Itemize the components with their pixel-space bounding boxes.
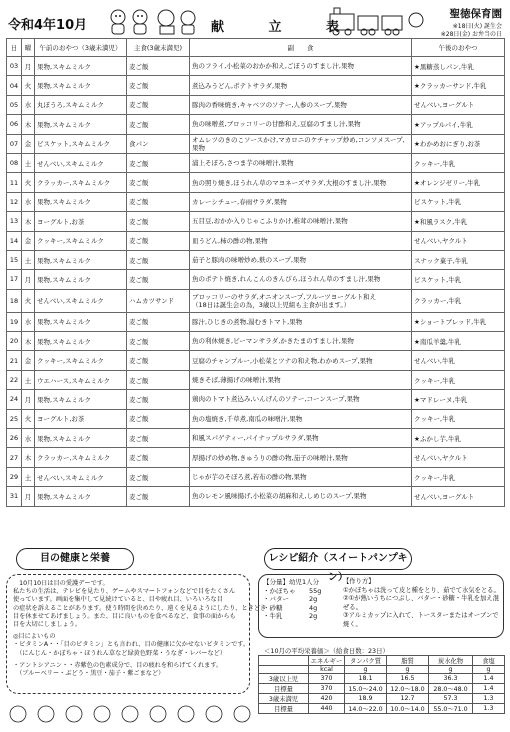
nutrition-cell: 10.0～14.0 (387, 704, 429, 714)
menu-table (6, 38, 505, 507)
side-dish-cell: 茄子と豚肉の味噌炒め,麩のスープ,果物 (190, 250, 412, 269)
day-cell: 18 (7, 289, 22, 312)
side-dish-cell: 皿うどん,柿の酢の物,果物 (190, 231, 412, 250)
recipe-step: ①かぼちゃは洗って皮と種をとり、茹でて水気をとる。 (343, 586, 500, 594)
nutrition-cell: 28.0～48.0 (429, 684, 473, 694)
menu-row (7, 173, 505, 192)
am-snack-cell: 果物,スキムミルク (35, 429, 127, 448)
am-snack-cell: クラッカー,スキムミルク (35, 173, 127, 192)
weekday-cell: 土 (22, 467, 35, 486)
day-cell: 29 (7, 467, 22, 486)
pm-snack-cell: スナック菓子,牛乳 (412, 250, 505, 269)
pm-snack-cell: ★マドレーヌ,牛乳 (412, 390, 505, 409)
staple-cell: 麦ご飯 (127, 390, 190, 409)
staple-cell: 麦ご飯 (127, 487, 190, 506)
nutrition-cell: 16.5 (387, 674, 429, 684)
side-dish-cell: 魚のレモン風味揚げ,小松菜の胡麻和え,しめじのスープ,果物 (190, 487, 412, 506)
weekday-cell: 水 (22, 192, 35, 211)
nutrition-cell: 炭水化物 (429, 656, 473, 666)
side-dish-cell: 魚の照り焼き,ほうれん草のマヨネーズサラダ,大根のすまし汁,果物 (190, 173, 412, 192)
nutrition-cell (259, 656, 309, 666)
pm-snack-cell: クッキー,牛乳 (412, 153, 505, 172)
nutrition-caption: ＜10月の平均栄養価＞（給食日数：23日） (264, 647, 389, 655)
weekday-cell: 火 (22, 289, 35, 312)
day-cell: 17 (7, 270, 22, 289)
nutrition-cell: 440 (309, 704, 345, 714)
staple-cell: 麦ご飯 (127, 173, 190, 192)
menu-row (7, 57, 505, 76)
side-dish-cell: 魚のフライ,小松菜のおかか和え,ごぼうのすまし汁,果物 (190, 57, 412, 76)
staple-cell: 麦ご飯 (127, 115, 190, 134)
ingredient-item (263, 604, 343, 613)
weekday-cell: 金 (22, 351, 35, 370)
side-dish-cell: 鶏肉のトマト煮込み,いんげんのソテー,コーンスープ,果物 (190, 390, 412, 409)
am-snack-cell: 果物,スキムミルク (35, 115, 127, 134)
eye-text-line: 私たちの生活は、テレビを見たり、ゲームやスマートフォンなどで目をたくさん (13, 588, 236, 596)
menu-row (7, 212, 505, 231)
eye-text-line: 使っています。画面を集中して見続けていると、目や疲れ目、いろいろな目 (13, 596, 223, 604)
school-name: 聖徳保育園 (449, 8, 502, 20)
side-dish-cell: 魚の利休焼き,ピーマンサラダ,かきたまのすまし汁,果物 (190, 332, 412, 351)
side-dish-cell: 厚揚げの炒め物,きゅうりの酢の物,茄子の味噌汁,果物 (190, 448, 412, 467)
staple-cell: 麦ご飯 (127, 409, 190, 428)
menu-row (7, 448, 505, 467)
weekday-cell: 月 (22, 270, 35, 289)
day-cell: 15 (7, 250, 22, 269)
ingredient-name: ・かぼちゃ (263, 586, 296, 595)
staple-cell: 食パン (127, 134, 190, 153)
kids-illustration (106, 6, 201, 36)
nutrition-cell: g (345, 666, 387, 674)
menu-row (7, 351, 505, 370)
staple-cell: 麦ご飯 (127, 95, 190, 114)
recipe-heading: レシピ紹介（スイートパンプキン） (264, 548, 412, 570)
menu-row (7, 487, 505, 506)
pm-snack-cell: クッキー,牛乳 (412, 467, 505, 486)
col-weekday: 曜 (22, 39, 35, 57)
pm-snack-cell: ビスケット,牛乳 (412, 270, 505, 289)
day-cell: 11 (7, 173, 22, 192)
bento-note: ※28日(金) お弁当の日 (440, 31, 502, 38)
menu-row (7, 231, 505, 250)
weekday-cell: 木 (22, 115, 35, 134)
footer-animals-illustration (6, 700, 504, 728)
am-snack-cell: 果物,スキムミルク (35, 76, 127, 95)
nutrition-cell: エネルギー (309, 656, 345, 666)
weekday-cell: 金 (22, 231, 35, 250)
day-cell: 05 (7, 95, 22, 114)
nutrition-cell: g (387, 666, 429, 674)
side-dish-cell: 浦上そぼろ,さつま芋の味噌汁,果物 (190, 153, 412, 172)
nutrition-cell: 14.0～22.0 (345, 704, 387, 714)
nutrition-cell (259, 666, 309, 674)
ingredient-item (263, 595, 343, 604)
side-dish-cell: オムレツのきのこソースかけ,マカロニのケチャップ炒め,コンソメスープ,果物 (190, 134, 412, 153)
day-cell: 13 (7, 212, 22, 231)
ingredient-name: ・バター (263, 595, 289, 603)
side-dish-cell: 豆腐のチャンプルー,小松菜とツナの和え物,わかめスープ,果物 (190, 351, 412, 370)
side-dish-cell: じゃが芋のそぼろ煮,若布の酢の物,果物 (190, 467, 412, 486)
nutrition-cell: タンパク質 (345, 656, 387, 666)
train-illustration (326, 6, 426, 36)
col-side-dish: 副 食 (190, 39, 412, 57)
am-snack-cell: 果物,スキムミルク (35, 250, 127, 269)
day-cell: 25 (7, 409, 22, 428)
staple-cell: 麦ご飯 (127, 312, 190, 331)
pm-snack-cell: せんべい,ヤクルト (412, 231, 505, 250)
day-cell: 31 (7, 487, 22, 506)
menu-row (7, 467, 505, 486)
day-cell: 22 (7, 370, 22, 389)
weekday-cell: 土 (22, 250, 35, 269)
recipe-step: ③アルミカップに入れて、トースターまたはオーブンで焼く。 (343, 612, 499, 628)
nutrition-cell: 1.3 (473, 704, 505, 714)
nutrition-header-row (259, 656, 505, 666)
ingredient-quantity: 2g (309, 612, 318, 620)
menu-row (7, 289, 505, 312)
weekday-cell: 火 (22, 76, 35, 95)
menu-row (7, 312, 505, 331)
day-cell: 24 (7, 390, 22, 409)
pm-snack-cell: クッキー,牛乳 (412, 370, 505, 389)
recipe-steps (343, 578, 501, 629)
am-snack-cell: せんべい,スキムミルク (35, 467, 127, 486)
eye-text-line: （にんじん・かぼちゃ・ほうれん草など緑黄色野菜・うなぎ・レバーなど） (13, 649, 227, 657)
menu-header-row (7, 39, 505, 57)
side-dish-cell: 五目豆,おかか入りじゃこふりかけ,椎茸の味噌汁,果物 (190, 212, 412, 231)
am-snack-cell: ヨーグルト,お茶 (35, 212, 127, 231)
weekday-cell: 水 (22, 429, 35, 448)
weekday-cell: 木 (22, 448, 35, 467)
col-pm-snack: 午後のおやつ (412, 39, 505, 57)
day-cell: 14 (7, 231, 22, 250)
pm-snack-cell: ★ショートブレッド,牛乳 (412, 312, 505, 331)
nutrition-cell: 目標量 (259, 704, 309, 714)
menu-row (7, 370, 505, 389)
day-cell: 04 (7, 76, 22, 95)
pm-snack-cell: クラッカー,牛乳 (412, 289, 505, 312)
pm-snack-cell: ★クラッカーサンド,牛乳 (412, 76, 505, 95)
staple-cell: 麦ご飯 (127, 192, 190, 211)
am-snack-cell: ビスケット,スキムミルク (35, 134, 127, 153)
menu-row (7, 390, 505, 409)
weekday-cell: 水 (22, 312, 35, 331)
recipe-step: ②①が熱いうちにつぶし、バター・砂糖・牛乳を加え混ぜる。 (343, 595, 499, 611)
am-snack-cell: 丸ぼうろ,スキムミルク (35, 95, 127, 114)
eye-health-text (6, 574, 267, 694)
nutrition-cell: 脂質 (387, 656, 429, 666)
nutrition-cell: 370 (309, 684, 345, 694)
ingredient-name: ・牛乳 (263, 612, 283, 620)
side-dish-cell: 焼きそば,薄揚げの味噌汁,果物 (190, 370, 412, 389)
am-snack-cell: クラッカー,スキムミルク (35, 448, 127, 467)
side-dish-cell: 和風スパゲティー,パイナップルサラダ,果物 (190, 429, 412, 448)
am-snack-cell: 果物,スキムミルク (35, 390, 127, 409)
pm-snack-cell: せんべい,牛乳 (412, 351, 505, 370)
side-dish-cell: 豚肉の香味焼き,キャベツのソテー,人参のスープ,果物 (190, 95, 412, 114)
staple-cell: 麦ご飯 (127, 57, 190, 76)
pm-snack-cell: ★アップルパイ,牛乳 (412, 115, 505, 134)
eye-health-section (6, 548, 267, 694)
staple-cell: 麦ご飯 (127, 270, 190, 289)
nutrition-cell: g (473, 666, 505, 674)
col-day: 日 (7, 39, 22, 57)
weekday-cell: 木 (22, 212, 35, 231)
nutrition-cell: 55.0～71.0 (429, 704, 473, 714)
pm-snack-cell: ★黒糖蒸しパン,牛乳 (412, 57, 505, 76)
menu-row (7, 192, 505, 211)
weekday-cell: 木 (22, 332, 35, 351)
nutrition-cell: 1.4 (473, 684, 505, 694)
day-cell: 21 (7, 351, 22, 370)
day-cell: 19 (7, 312, 22, 331)
birthday-note: ※18日(火) 誕生会 (452, 23, 502, 30)
eye-text-line: の症状を訴えることがあります。使う時間を決めたり、遠くを見るようにしたり、ときどき (13, 604, 267, 612)
am-snack-cell: せんべい,スキムミルク (35, 289, 127, 312)
pm-snack-cell: せんべい,ヨーグルト (412, 487, 505, 506)
steps-title: 【作り方】 (343, 578, 375, 585)
day-cell: 27 (7, 448, 22, 467)
am-snack-cell: 果物,スキムミルク (35, 192, 127, 211)
day-cell: 12 (7, 192, 22, 211)
nutrition-cell: 食塩 (473, 656, 505, 666)
side-dish-cell: 豚汁,ひじきの煮物,湯むきトマト,果物 (190, 312, 412, 331)
nutrition-cell: g (429, 666, 473, 674)
header (6, 6, 504, 36)
nutrition-cell: 3歳以上児 (259, 674, 309, 684)
nutrition-cell: 1.3 (473, 694, 505, 704)
side-dish-cell: カレーシチュー,春雨サラダ,果物 (190, 192, 412, 211)
eye-text-line: ◎目によいもの (13, 633, 56, 641)
recipe-ingredients (263, 578, 343, 621)
menu-row (7, 95, 505, 114)
day-cell: 03 (7, 57, 22, 76)
menu-row (7, 429, 505, 448)
am-snack-cell: 果物,スキムミルク (35, 487, 127, 506)
nutrition-cell: 370 (309, 674, 345, 684)
weekday-cell: 水 (22, 95, 35, 114)
ingredient-item (263, 612, 343, 621)
nutrition-cell: 36.3 (429, 674, 473, 684)
side-dish-cell: 煮込みうどん,ポテトサラダ,果物 (190, 76, 412, 95)
pm-snack-cell: ビスケット,牛乳 (412, 192, 505, 211)
pm-snack-cell: せんべい,ヤクルト (412, 448, 505, 467)
menu-row (7, 115, 505, 134)
pm-snack-cell: クッキー,牛乳 (412, 409, 505, 428)
pm-snack-cell: ★和風ラスク,牛乳 (412, 212, 505, 231)
nutrition-unit-row (259, 666, 505, 674)
staple-cell: ハムカツサンド (127, 289, 190, 312)
col-am-snack: 午前のおやつ（3歳未満児） (35, 39, 127, 57)
menu-row (7, 332, 505, 351)
pm-snack-cell: ★オレンジゼリー,牛乳 (412, 173, 505, 192)
day-cell: 20 (7, 332, 22, 351)
eye-text-line: 目を大切にしましょう。 (13, 621, 82, 629)
weekday-cell: 月 (22, 487, 35, 506)
day-cell: 08 (7, 153, 22, 172)
am-snack-cell: 果物,スキムミルク (35, 57, 127, 76)
side-dish-cell: 魚の塩焼き,千草煮,南瓜の味噌汁,果物 (190, 409, 412, 428)
am-snack-cell: ウエハース,スキムミルク (35, 370, 127, 389)
nutrition-cell: 57.3 (429, 694, 473, 704)
staple-cell: 麦ご飯 (127, 448, 190, 467)
eye-text-line: ・アントシアニン・・赤紫色の色素成分で、目の疲れを和らげてくれます。 (13, 661, 223, 669)
recipe-section (258, 548, 504, 648)
staple-cell: 麦ご飯 (127, 153, 190, 172)
menu-row (7, 270, 505, 289)
staple-cell: 麦ご飯 (127, 467, 190, 486)
nutrition-cell: kcal (309, 666, 345, 674)
pm-snack-cell: ★ふかし芋,牛乳 (412, 429, 505, 448)
ingredient-item (263, 587, 343, 596)
nutrition-cell: 18.1 (345, 674, 387, 684)
nutrition-cell: 15.0～24.0 (345, 684, 387, 694)
eye-text-line: （ブルーベリー・ぶどう・黒豆・茄子・紫ごまなど） (13, 670, 165, 678)
menu-row (7, 250, 505, 269)
ingredient-quantity: 4g (309, 603, 318, 612)
weekday-cell: 火 (22, 173, 35, 192)
am-snack-cell: ヨーグルト,お茶 (35, 409, 127, 428)
nutrition-row (259, 674, 505, 684)
side-dish-cell: 魚のポテト焼き,れんこんのきんぴら,ほうれん草のすまし汁,果物 (190, 270, 412, 289)
day-cell: 07 (7, 134, 22, 153)
staple-cell: 麦ご飯 (127, 351, 190, 370)
side-dish-cell: ブロッコリーのサラダ,オニオンスープ,フルーツヨーグルト和え （18日は誕生会の為，3歳以上児組も主食が出ます。） (190, 289, 412, 312)
eye-text-line: ・ビタミンA・・「目のビタミン」とも言われ、目の健康に欠かせないビタミンです。 (13, 641, 250, 649)
staple-cell: 麦ご飯 (127, 76, 190, 95)
am-snack-cell: せんべい,スキムミルク (35, 153, 127, 172)
nutrition-row (259, 684, 505, 694)
am-snack-cell: 果物,スキムミルク (35, 270, 127, 289)
menu-row (7, 409, 505, 428)
am-snack-cell: 果物,スキムミルク (35, 332, 127, 351)
month-title: 令和4年10月 (8, 18, 88, 33)
staple-cell: 麦ご飯 (127, 212, 190, 231)
weekday-cell: 月 (22, 390, 35, 409)
staple-cell: 麦ご飯 (127, 332, 190, 351)
am-snack-cell: クッキー,スキムミルク (35, 231, 127, 250)
nutrition-cell: 420 (309, 694, 345, 704)
side-dish-cell: 魚の味噌煮,ブロッコリーの甘酢和え,豆腐のすまし汁,果物 (190, 115, 412, 134)
am-snack-cell: クッキー,スキムミルク (35, 351, 127, 370)
nutrition-cell: 3歳未満児 (259, 694, 309, 704)
pm-snack-cell: ★わかめおにぎり,お茶 (412, 134, 505, 153)
ingredient-quantity: 55g (309, 586, 322, 595)
ingredient-name: ・砂糖 (263, 603, 283, 612)
menu-row (7, 134, 505, 153)
pm-snack-cell: ★南瓜羊羹,牛乳 (412, 332, 505, 351)
nutrition-cell: 18.9 (345, 694, 387, 704)
eye-health-heading: 目の健康と栄養 (16, 548, 134, 570)
staple-cell: 麦ご飯 (127, 370, 190, 389)
menu-row (7, 76, 505, 95)
eye-text-line: 目を休ませてあげましょう。また、目に良いものを食べるなど、食事の面からも (13, 612, 236, 620)
staple-cell: 麦ご飯 (127, 250, 190, 269)
eye-text-line: 10月10日は目の愛護デーです。 (13, 580, 109, 587)
nutrition-cell: 目標量 (259, 684, 309, 694)
nutrition-cell: 12.7 (387, 694, 429, 704)
pm-snack-cell: せんべい,ヨーグルト (412, 95, 505, 114)
day-cell: 26 (7, 429, 22, 448)
page-title: 献 立 表 (211, 20, 360, 35)
ingredients-title: 【分量】幼児1人分 (263, 578, 320, 586)
recipe-box (258, 574, 504, 638)
staple-cell: 麦ご飯 (127, 429, 190, 448)
weekday-cell: 月 (22, 57, 35, 76)
weekday-cell: 土 (22, 370, 35, 389)
nutrition-cell: 12.0～18.0 (387, 684, 429, 694)
am-snack-cell: 果物,スキムミルク (35, 312, 127, 331)
day-cell: 06 (7, 115, 22, 134)
staple-cell: 麦ご飯 (127, 231, 190, 250)
nutrition-cell: 1.4 (473, 674, 505, 684)
menu-row (7, 153, 505, 172)
weekday-cell: 土 (22, 153, 35, 172)
col-staple: 主食(3歳未満児) (127, 39, 190, 57)
ingredient-quantity: 2g (309, 595, 318, 603)
weekday-cell: 火 (22, 409, 35, 428)
weekday-cell: 金 (22, 134, 35, 153)
